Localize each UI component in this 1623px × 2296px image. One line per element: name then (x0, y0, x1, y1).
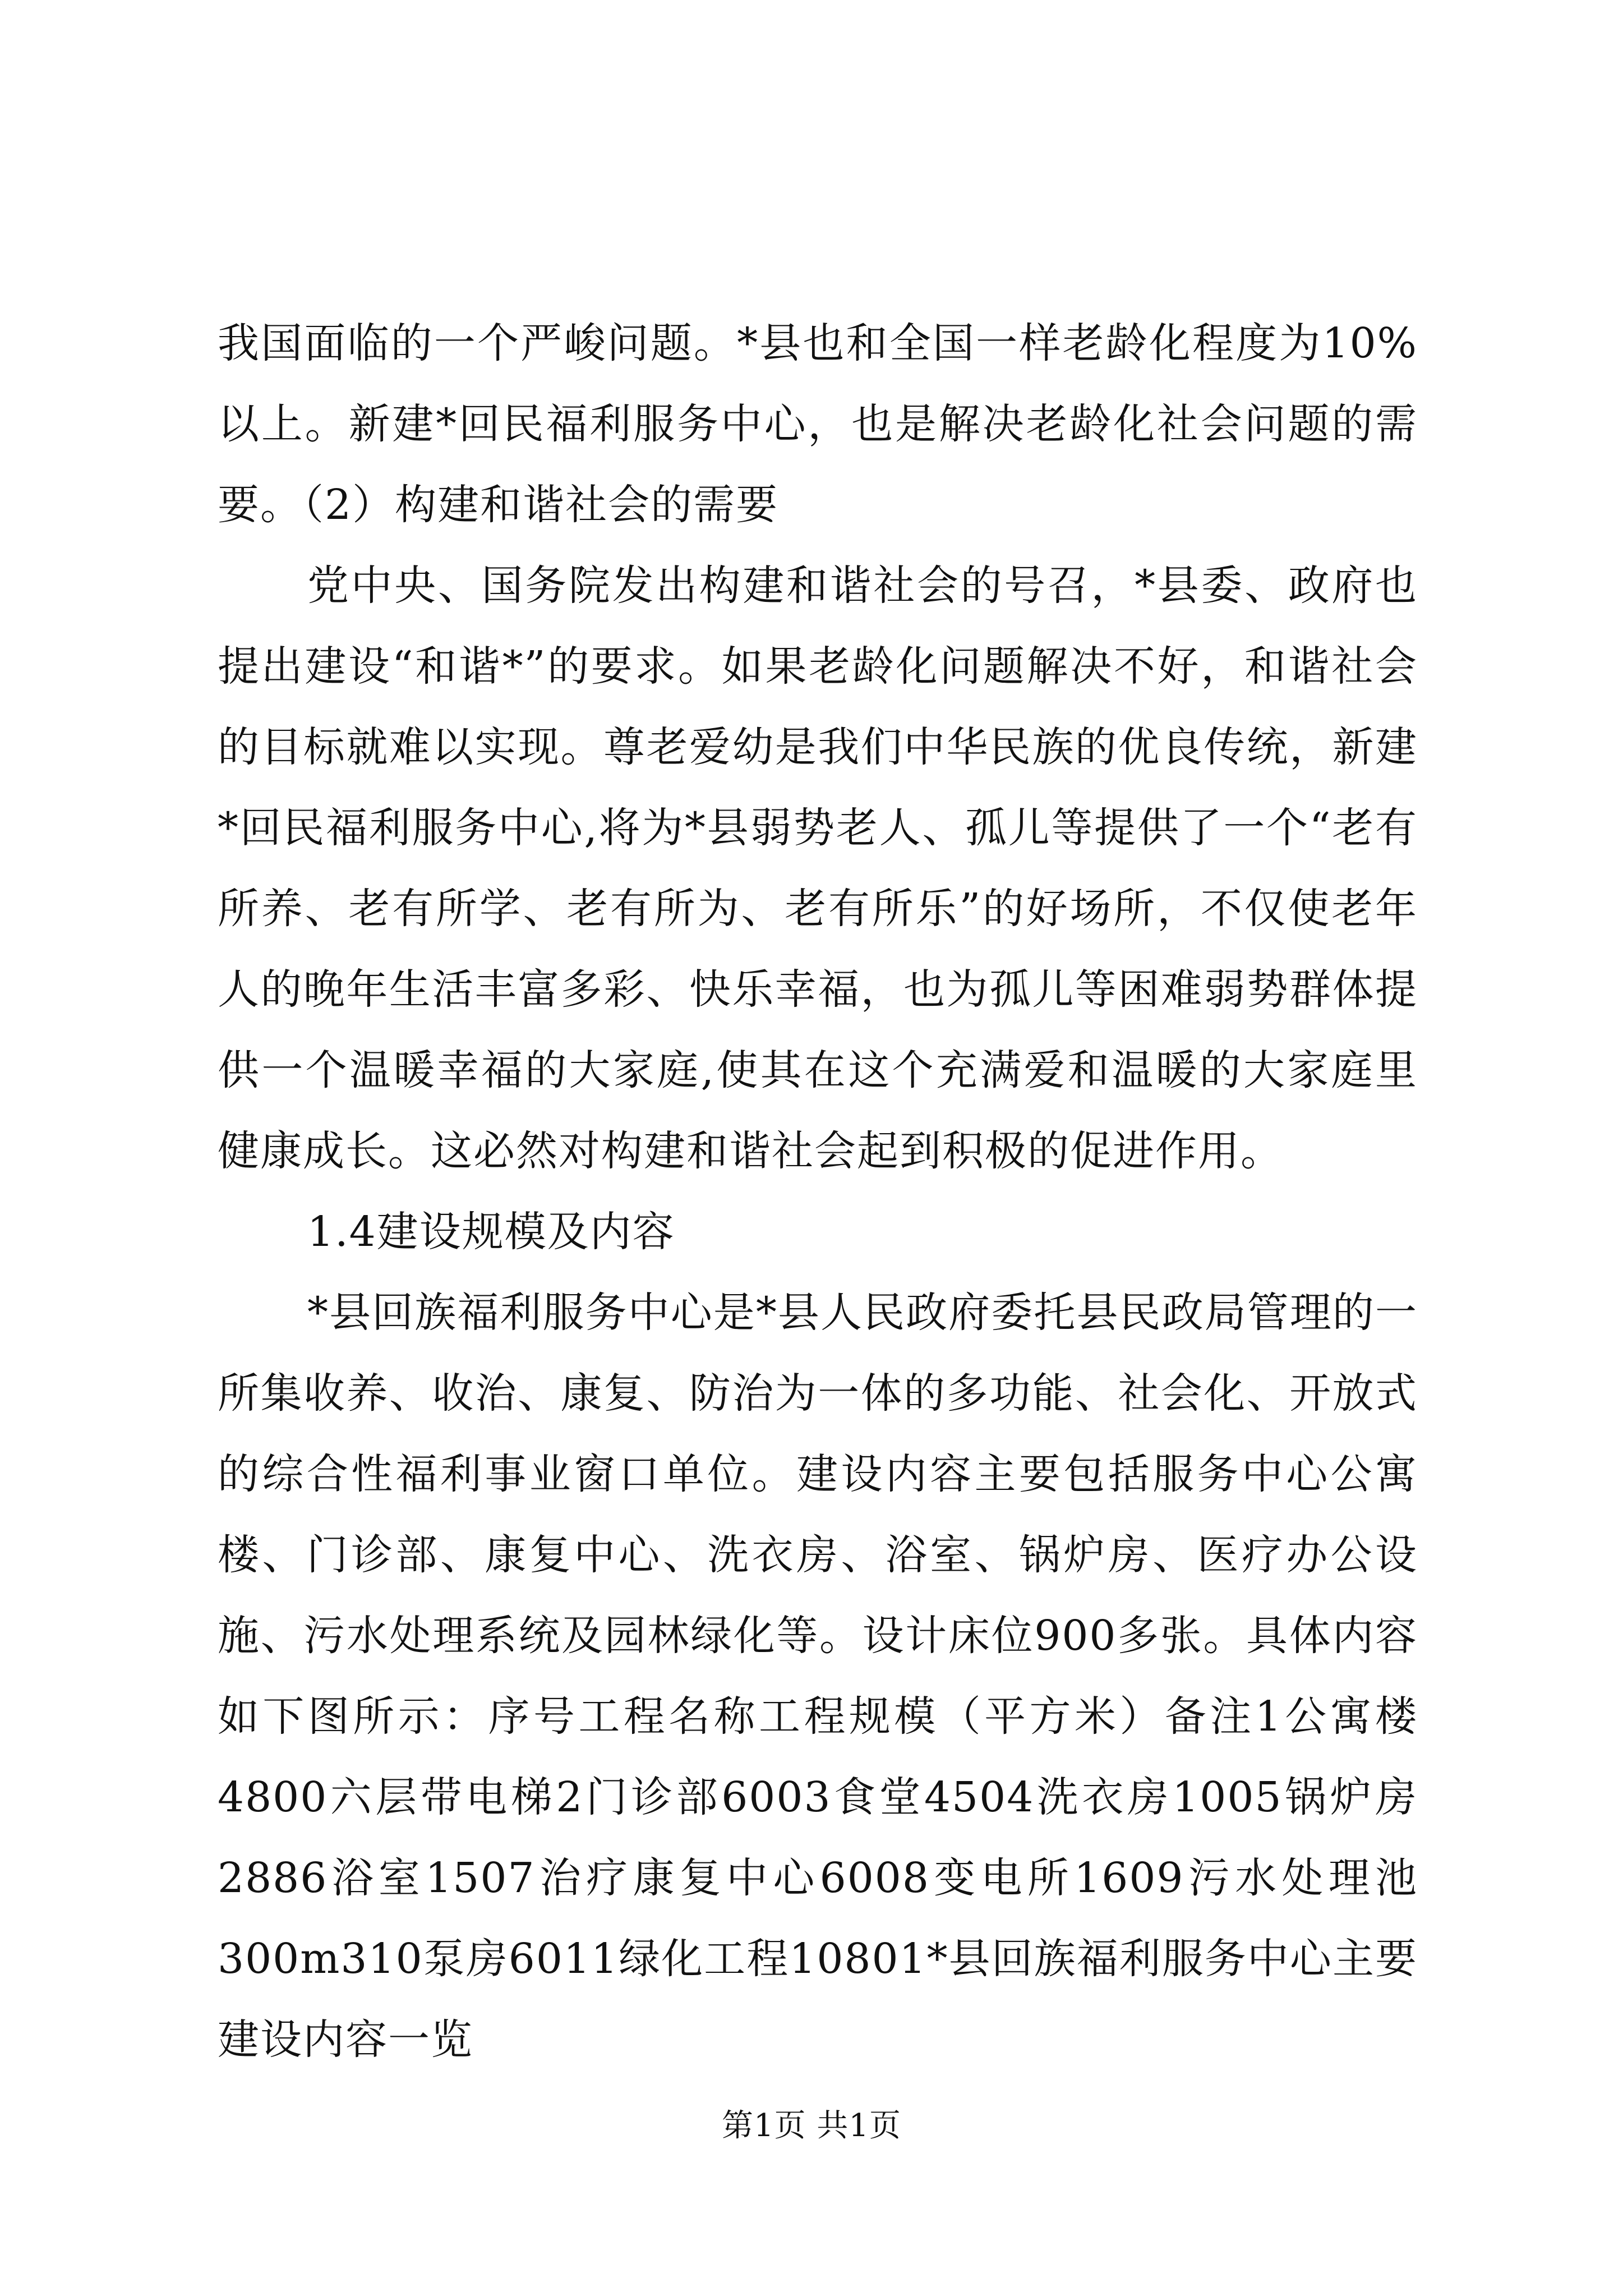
body-text (218, 303, 1418, 2080)
paragraph-construction-content: *县回族福利服务中心是*县人民政府委托县民政局管理的一所集收养、收治、康复、防治为一体的多功能、社会化、开放式的综合性福利事业窗口单位。建设内容主要包括服务中心公寓楼、门诊部、康复中心、洗衣房、浴室、锅炉房、医疗办公设施、污水处理系统及园林绿化等。设计床位900多张。具体内容如下图所示：序号工程名称工程规模（平方米）备注1公寓楼4800六层带电梯2门诊部6003食堂4504洗衣房1005锅炉房2886浴室1507治疗康复中心6008变电所1609污水处理池300m310泵房6011绿化工程10801*县回族福利服务中心主要建设内容一览 (218, 1289, 1418, 2064)
paragraph-aging-problem: 我国面临的一个严峻问题。*县也和全国一样老龄化程度为10%以上。新建*回民福利服务中心，也是解决老龄化社会问题的需要。（2）构建和谐社会的需要 (218, 319, 1418, 529)
page-footer: 第1页 共1页 (721, 2108, 902, 2144)
section-heading-scale-content: 1.4建设规模及内容 (307, 1208, 675, 1256)
paragraph-harmonious-society: 党中央、国务院发出构建和谐社会的号召，*县委、政府也提出建设“和谐*”的要求。如果老龄化问题解决不好，和谐社会的目标就难以实现。尊老爱幼是我们中华民族的优良传统，新建*回民福利服务中心,将为*县弱势老人、孤儿等提供了一个“老有所养、老有所学、老有所为、老有所乐”的好场所，不仅使老年人的晚年生活丰富多彩、快乐幸福，也为孤儿等困难弱势群体提供一个温暖幸福的大家庭,使其在这个充满爱和温暖的大家庭里健康成长。这必然对构建和谐社会起到积极的促进作用。 (218, 562, 1418, 1175)
